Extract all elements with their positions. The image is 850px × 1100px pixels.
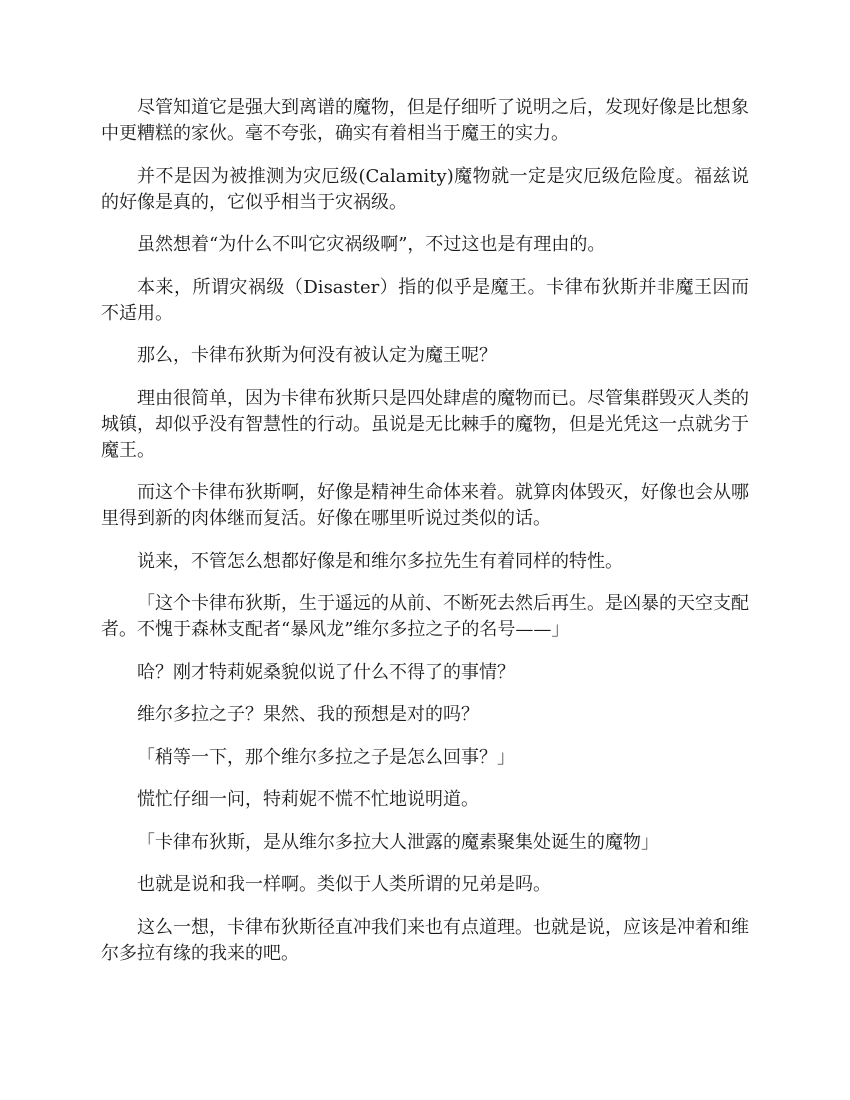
paragraph: 尽管知道它是强大到离谱的魔物，但是仔细听了说明之后，发现好像是比想象中更糟糕的家伙。毫不夸张，确实有着相当于魔王的实力。 [101, 97, 749, 144]
paragraph: 哈？刚才特莉妮桑貌似说了什么不得了的事情？ [137, 661, 515, 683]
paragraph: 也就是说和我一样啊。类似于人类所谓的兄弟是吗。 [137, 874, 551, 895]
document-page [101, 95, 749, 983]
paragraph: 「卡律布狄斯，是从维尔多拉大人泄露的魔素聚集处诞生的魔物」 [137, 831, 659, 853]
paragraph: 「这个卡律布狄斯，生于遥远的从前、不断死去然后再生。是凶暴的天空支配者。不愧于森林支配者“暴风龙”维尔多拉之子的名号——」 [101, 593, 749, 640]
paragraph: 维尔多拉之子？果然、我的预想是对的吗？ [137, 704, 479, 725]
paragraph: 这么一想，卡律布狄斯径直冲我们来也有点道理。也就是说，应该是冲着和维尔多拉有缘的我来的吧。 [101, 916, 749, 964]
paragraph: 本来，所谓灾祸级（Disaster）指的似乎是魔王。卡律布狄斯并非魔王因而不适用。 [101, 276, 749, 324]
paragraph: 慌忙仔细一问，特莉妮不慌不忙地说明道。 [137, 789, 479, 810]
paragraph: 「稍等一下，那个维尔多拉之子是怎么回事？」 [137, 746, 515, 768]
paragraph: 而这个卡律布狄斯啊，好像是精神生命体来着。就算肉体毁灭，好像也会从哪里得到新的肉体继而复活。好像在哪里听说过类似的话。 [101, 482, 749, 529]
paragraph: 那么，卡律布狄斯为何没有被认定为魔王呢？ [137, 345, 497, 366]
paragraph: 虽然想着“为什么不叫它灾祸级啊”，不过这也是有理由的。 [137, 234, 606, 255]
paragraph: 理由很简单，因为卡律布狄斯只是四处肆虐的魔物而已。尽管集群毁灭人类的城镇，却似乎没有智慧性的行动。虽说是无比棘手的魔物，但是光凭这一点就劣于魔王。 [101, 387, 749, 461]
paragraph: 说来，不管怎么想都好像是和维尔多拉先生有着同样的特性。 [137, 550, 623, 572]
paragraph: 并不是因为被推测为灾厄级(Calamity)魔物就一定是灾厄级危险度。福兹说的好像是真的，它似乎相当于灾祸级。 [101, 165, 749, 213]
